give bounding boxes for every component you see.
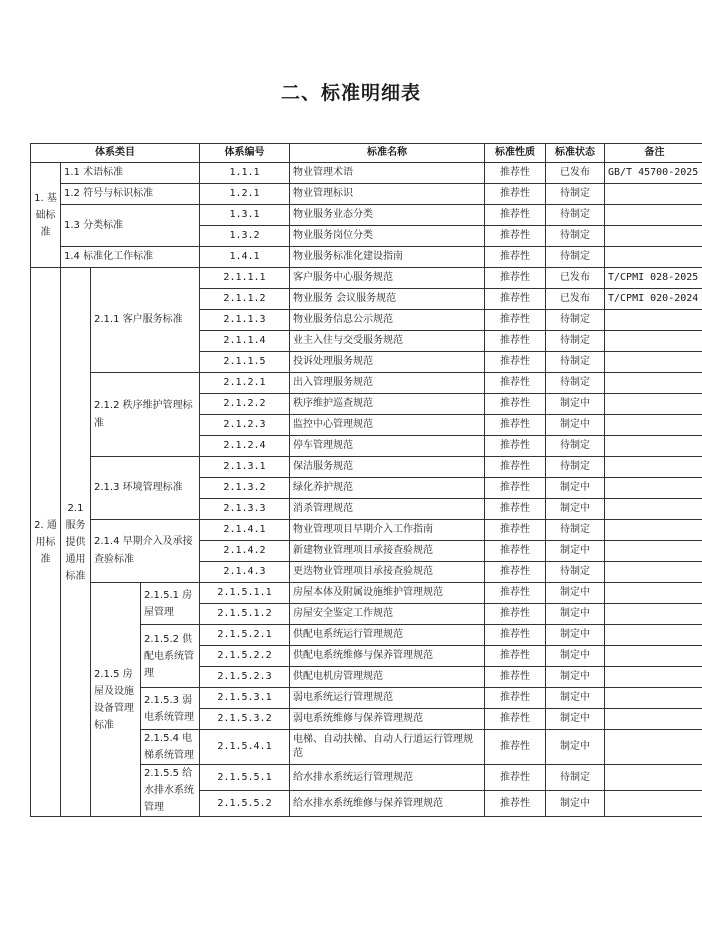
group-elevator: 2.1.5.4 电梯系统管理	[141, 730, 200, 765]
group-environment: 2.1.3 环境管理标准	[91, 457, 200, 520]
header-category: 体系类目	[31, 144, 200, 163]
remark-cell	[605, 226, 702, 247]
status-cell: 制定中	[546, 625, 605, 646]
header-code: 体系编号	[200, 144, 290, 163]
remark-cell	[605, 415, 702, 436]
status-cell: 制定中	[546, 646, 605, 667]
remark-cell	[605, 478, 702, 499]
remark-cell	[605, 310, 702, 331]
code-cell: 2.1.1.2	[200, 289, 290, 310]
status-cell: 制定中	[546, 478, 605, 499]
status-cell: 制定中	[546, 730, 605, 765]
remark-cell	[605, 709, 702, 730]
remark-cell: GB/T 45700-2025	[605, 163, 702, 184]
header-remark: 备注	[605, 144, 702, 163]
nature-cell: 推荐性	[485, 289, 546, 310]
code-cell: 2.1.2.2	[200, 394, 290, 415]
status-cell: 制定中	[546, 394, 605, 415]
name-cell: 新建物业管理项目承接查验规范	[290, 541, 485, 562]
name-cell: 停车管理规范	[290, 436, 485, 457]
code-cell: 2.1.5.1.1	[200, 583, 290, 604]
remark-cell	[605, 373, 702, 394]
remark-cell	[605, 562, 702, 583]
code-cell: 2.1.2.3	[200, 415, 290, 436]
nature-cell: 推荐性	[485, 163, 546, 184]
header-row	[31, 144, 702, 163]
remark-cell	[605, 765, 702, 791]
nature-cell: 推荐性	[485, 520, 546, 541]
code-cell: 2.1.4.1	[200, 520, 290, 541]
status-cell: 待制定	[546, 520, 605, 541]
code-cell: 2.1.5.1.2	[200, 604, 290, 625]
group-service-general: 2.1 服务提供通用标准	[61, 268, 91, 817]
name-cell: 弱电系统维修与保养管理规范	[290, 709, 485, 730]
name-cell: 物业服务岗位分类	[290, 226, 485, 247]
remark-cell	[605, 646, 702, 667]
status-cell: 制定中	[546, 791, 605, 817]
name-cell: 物业服务标准化建设指南	[290, 247, 485, 268]
table-row	[31, 205, 702, 226]
nature-cell: 推荐性	[485, 688, 546, 709]
code-cell: 2.1.2.1	[200, 373, 290, 394]
code-cell: 2.1.5.5.1	[200, 765, 290, 791]
remark-cell	[605, 625, 702, 646]
code-cell: 1.4.1	[200, 247, 290, 268]
remark-cell	[605, 247, 702, 268]
code-cell: 2.1.3.3	[200, 499, 290, 520]
name-cell: 物业服务 会议服务规范	[290, 289, 485, 310]
status-cell: 制定中	[546, 499, 605, 520]
name-cell: 秩序维护巡查规范	[290, 394, 485, 415]
nature-cell: 推荐性	[485, 457, 546, 478]
name-cell: 弱电系统运行管理规范	[290, 688, 485, 709]
page-title: 二、标准明细表	[280, 82, 421, 104]
remark-cell	[605, 791, 702, 817]
standards-table	[30, 143, 702, 817]
nature-cell: 推荐性	[485, 205, 546, 226]
remark-cell: T/CPMI 020-2024	[605, 289, 702, 310]
name-cell: 房屋安全鉴定工作规范	[290, 604, 485, 625]
status-cell: 待制定	[546, 226, 605, 247]
status-cell: 制定中	[546, 604, 605, 625]
status-cell: 制定中	[546, 688, 605, 709]
nature-cell: 推荐性	[485, 646, 546, 667]
remark-cell	[605, 520, 702, 541]
name-cell: 监控中心管理规范	[290, 415, 485, 436]
code-cell: 1.3.1	[200, 205, 290, 226]
code-cell: 2.1.1.4	[200, 331, 290, 352]
remark-cell	[605, 667, 702, 688]
group-water-drainage: 2.1.5.5 给水排水系统管理	[141, 765, 200, 817]
nature-cell: 推荐性	[485, 310, 546, 331]
status-cell: 待制定	[546, 184, 605, 205]
nature-cell: 推荐性	[485, 373, 546, 394]
status-cell: 已发布	[546, 289, 605, 310]
group-basic: 1. 基础标准	[31, 163, 61, 268]
code-cell: 2.1.5.4.1	[200, 730, 290, 765]
nature-cell: 推荐性	[485, 583, 546, 604]
remark-cell	[605, 541, 702, 562]
remark-cell	[605, 205, 702, 226]
status-cell: 已发布	[546, 163, 605, 184]
name-cell: 物业管理项目早期介入工作指南	[290, 520, 485, 541]
nature-cell: 推荐性	[485, 184, 546, 205]
nature-cell: 推荐性	[485, 331, 546, 352]
nature-cell: 推荐性	[485, 247, 546, 268]
remark-cell	[605, 499, 702, 520]
nature-cell: 推荐性	[485, 415, 546, 436]
code-cell: 2.1.4.3	[200, 562, 290, 583]
code-cell: 2.1.5.2.3	[200, 667, 290, 688]
table-row	[31, 247, 702, 268]
status-cell: 待制定	[546, 310, 605, 331]
header-nature: 标准性质	[485, 144, 546, 163]
code-cell: 2.1.5.5.2	[200, 791, 290, 817]
name-cell: 出入管理服务规范	[290, 373, 485, 394]
group-power-supply: 2.1.5.2 供配电系统管理	[141, 625, 200, 688]
nature-cell: 推荐性	[485, 436, 546, 457]
status-cell: 制定中	[546, 709, 605, 730]
group-facility-management: 2.1.5 房屋及设施设备管理标准	[91, 583, 141, 817]
name-cell: 投诉处理服务规范	[290, 352, 485, 373]
group-early-intervention: 2.1.4 早期介入及承接查验标准	[91, 520, 200, 583]
remark-cell	[605, 730, 702, 765]
table-row	[31, 163, 702, 184]
name-cell: 业主入住与交受服务规范	[290, 331, 485, 352]
status-cell: 待制定	[546, 373, 605, 394]
name-cell: 给水排水系统维修与保养管理规范	[290, 791, 485, 817]
subgroup-term: 1.1 术语标准	[61, 163, 200, 184]
nature-cell: 推荐性	[485, 604, 546, 625]
status-cell: 待制定	[546, 205, 605, 226]
header-name: 标准名称	[290, 144, 485, 163]
nature-cell: 推荐性	[485, 667, 546, 688]
status-cell: 制定中	[546, 541, 605, 562]
table-row	[31, 373, 702, 394]
code-cell: 2.1.5.2.1	[200, 625, 290, 646]
header-status: 标准状态	[546, 144, 605, 163]
nature-cell: 推荐性	[485, 499, 546, 520]
name-cell: 供配电系统运行管理规范	[290, 625, 485, 646]
nature-cell: 推荐性	[485, 541, 546, 562]
remark-cell	[605, 604, 702, 625]
table-row	[31, 457, 702, 478]
nature-cell: 推荐性	[485, 394, 546, 415]
remark-cell: T/CPMI 028-2025	[605, 268, 702, 289]
name-cell: 供配电机房管理规范	[290, 667, 485, 688]
code-cell: 1.1.1	[200, 163, 290, 184]
remark-cell	[605, 352, 702, 373]
status-cell: 待制定	[546, 352, 605, 373]
name-cell: 客户服务中心服务规范	[290, 268, 485, 289]
name-cell: 物业管理术语	[290, 163, 485, 184]
status-cell: 待制定	[546, 562, 605, 583]
remark-cell	[605, 331, 702, 352]
status-cell: 已发布	[546, 268, 605, 289]
code-cell: 2.1.4.2	[200, 541, 290, 562]
status-cell: 待制定	[546, 436, 605, 457]
nature-cell: 推荐性	[485, 268, 546, 289]
status-cell: 待制定	[546, 457, 605, 478]
name-cell: 绿化养护规范	[290, 478, 485, 499]
name-cell: 房屋本体及附属设施维护管理规范	[290, 583, 485, 604]
remark-cell	[605, 583, 702, 604]
group-order-maintenance: 2.1.2 秩序维护管理标准	[91, 373, 200, 457]
name-cell: 更迭物业管理项目承接查验规范	[290, 562, 485, 583]
subgroup-standardization: 1.4 标准化工作标准	[61, 247, 200, 268]
nature-cell: 推荐性	[485, 562, 546, 583]
nature-cell: 推荐性	[485, 709, 546, 730]
group-customer-service: 2.1.1 客户服务标准	[91, 268, 200, 373]
status-cell: 制定中	[546, 583, 605, 604]
remark-cell	[605, 688, 702, 709]
nature-cell: 推荐性	[485, 625, 546, 646]
remark-cell	[605, 184, 702, 205]
name-cell: 给水排水系统运行管理规范	[290, 765, 485, 791]
group-general: 2. 通用标准	[31, 268, 61, 817]
group-weak-current: 2.1.5.3 弱电系统管理	[141, 688, 200, 730]
code-cell: 2.1.2.4	[200, 436, 290, 457]
code-cell: 2.1.5.3.1	[200, 688, 290, 709]
name-cell: 消杀管理规范	[290, 499, 485, 520]
nature-cell: 推荐性	[485, 226, 546, 247]
status-cell: 待制定	[546, 247, 605, 268]
code-cell: 1.3.2	[200, 226, 290, 247]
remark-cell	[605, 436, 702, 457]
nature-cell: 推荐性	[485, 765, 546, 791]
nature-cell: 推荐性	[485, 478, 546, 499]
name-cell: 保洁服务规范	[290, 457, 485, 478]
code-cell: 2.1.3.1	[200, 457, 290, 478]
code-cell: 2.1.1.1	[200, 268, 290, 289]
code-cell: 2.1.5.2.2	[200, 646, 290, 667]
remark-cell	[605, 394, 702, 415]
table-row	[31, 268, 702, 289]
nature-cell: 推荐性	[485, 730, 546, 765]
group-housing: 2.1.5.1 房屋管理	[141, 583, 200, 625]
status-cell: 制定中	[546, 667, 605, 688]
subgroup-class: 1.3 分类标准	[61, 205, 200, 247]
remark-cell	[605, 457, 702, 478]
status-cell: 制定中	[546, 415, 605, 436]
subgroup-symbol: 1.2 符号与标识标准	[61, 184, 200, 205]
code-cell: 1.2.1	[200, 184, 290, 205]
code-cell: 2.1.5.3.2	[200, 709, 290, 730]
name-cell: 电梯、自动扶梯、自动人行道运行管理规范	[290, 730, 485, 765]
code-cell: 2.1.1.3	[200, 310, 290, 331]
table-row	[31, 184, 702, 205]
table-row	[31, 583, 702, 604]
code-cell: 2.1.3.2	[200, 478, 290, 499]
code-cell: 2.1.1.5	[200, 352, 290, 373]
nature-cell: 推荐性	[485, 352, 546, 373]
name-cell: 物业管理标识	[290, 184, 485, 205]
name-cell: 供配电系统维修与保养管理规范	[290, 646, 485, 667]
name-cell: 物业服务业态分类	[290, 205, 485, 226]
status-cell: 待制定	[546, 331, 605, 352]
table-row	[31, 520, 702, 541]
nature-cell: 推荐性	[485, 791, 546, 817]
status-cell: 待制定	[546, 765, 605, 791]
name-cell: 物业服务信息公示规范	[290, 310, 485, 331]
